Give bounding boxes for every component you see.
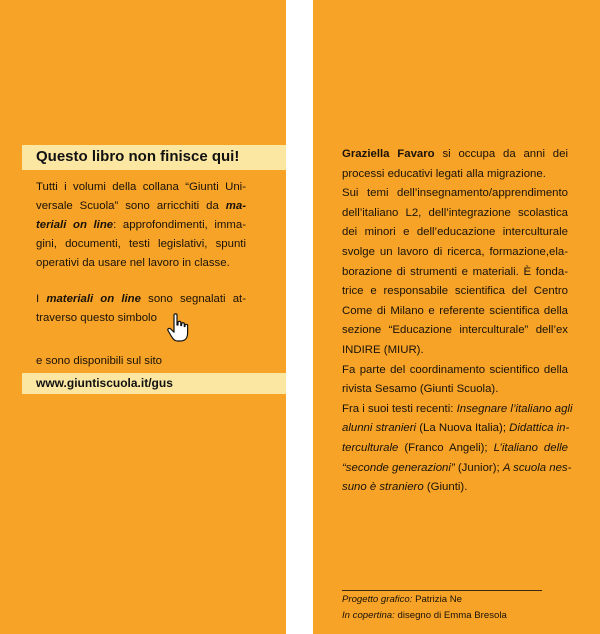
bio-line: suno è straniero (Giunti). (342, 481, 468, 494)
bio-line: Come di Milano e referente scientifica della (342, 304, 568, 317)
intro-line: gini, documenti, testi legislativi, spunti (36, 238, 246, 250)
bio-line: sezione “Educazione interculturale” dell’ex (342, 324, 568, 337)
intro-line: operativi da usare nel lavoro in classe. (36, 257, 230, 269)
intro-line: versale Scuola” sono arricchiti da ma- (36, 200, 246, 212)
heading: Questo libro non finisce qui! (36, 148, 240, 165)
symbol-line: traverso questo simbolo (36, 312, 157, 324)
intro-line: teriali on line: approfondimenti, imma- (36, 219, 246, 231)
bio-line: svolge un lavoro di ricerca, formazione,ela- (342, 245, 568, 258)
hand-pointer-icon (166, 313, 190, 343)
bio-line: Sui temi dell’insegnamento/apprendimento (342, 187, 568, 200)
fold-gap (286, 0, 313, 634)
bio-line: dei minori e dell’educazione interculturale (342, 226, 568, 239)
bio-line: Fa parte del coordinamento scientifico della (342, 363, 568, 376)
bio-line: terculturale (Franco Angeli); L’italiano delle (342, 441, 568, 454)
author-bio (342, 145, 573, 498)
bio-line: Fra i suoi testi recenti: Insegnare l’italiano agli (342, 402, 573, 415)
bio-line: INDIRE (MIUR). (342, 343, 424, 356)
website-link[interactable]: www.giuntiscuola.it/gus (36, 376, 173, 390)
intro-line: Tutti i volumi della collana “Giunti Uni- (36, 181, 246, 193)
cover-credit: In copertina: disegno di Emma Bresola (342, 610, 507, 621)
symbol-paragraph (36, 290, 246, 328)
bio-line: dell’italiano L2, dell’integrazione scolastica (342, 206, 568, 219)
bio-line: borazione di strumenti e materiali. È fonda- (342, 265, 568, 278)
bio-line: processi educativi legati alla migrazione. (342, 167, 546, 180)
design-credit: Progetto grafico: Patrizia Ne (342, 594, 462, 605)
bio-line: trice e responsabile scientifica del Centro (342, 285, 568, 298)
bio-line: rivista Sesamo (Giunti Scuola). (342, 383, 499, 396)
credits-divider (342, 590, 542, 591)
bio-line: Graziella Favaro si occupa da anni dei (342, 148, 568, 160)
url-band (22, 373, 286, 394)
author-name: Graziella Favaro (342, 148, 435, 160)
bio-line: alunni stranieri (La Nuova Italia); Didattica in- (342, 422, 570, 435)
available-text: e sono disponibili sul sito (36, 355, 163, 367)
symbol-line: I materiali on line sono segnalati at- (36, 293, 246, 305)
heading-band (22, 145, 286, 170)
intro-paragraph (36, 178, 246, 273)
bio-line: “seconde generazioni” (Junior); A scuola nes- (342, 461, 572, 474)
